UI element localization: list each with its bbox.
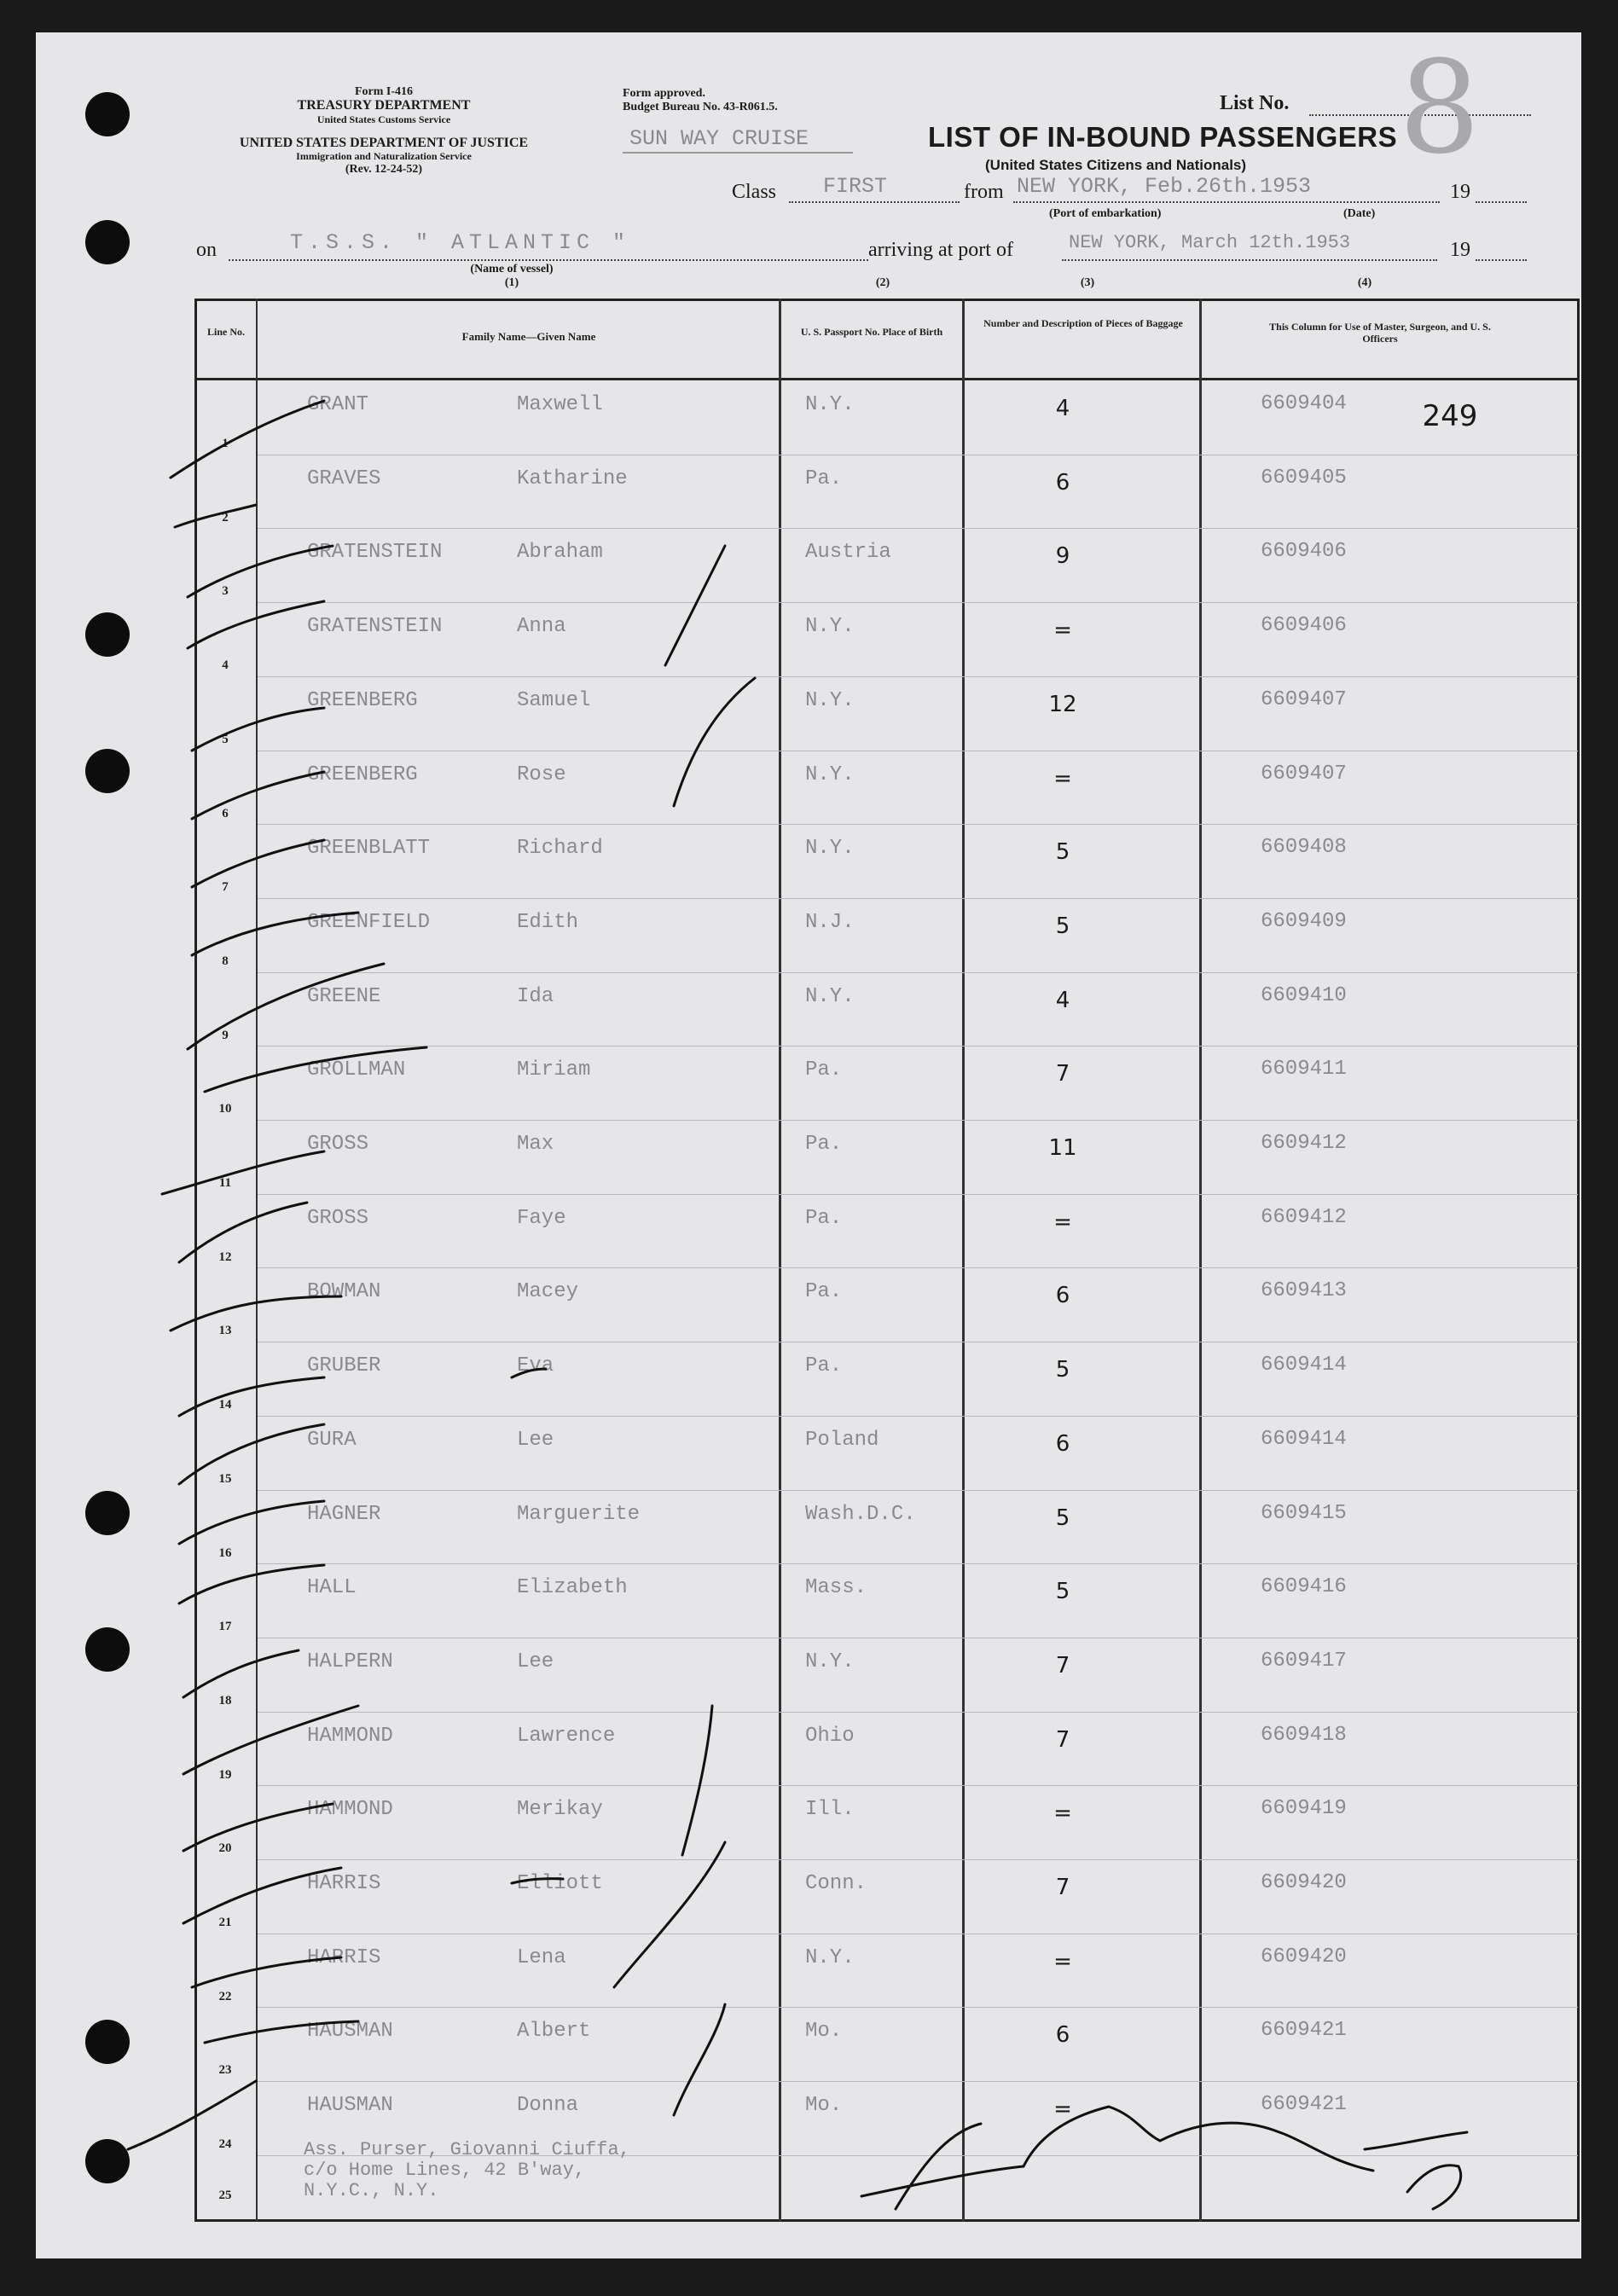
revision-date: (Rev. 12-24-52)	[345, 163, 423, 176]
check-mark	[171, 1296, 341, 1331]
check-mark	[179, 1565, 324, 1603]
year-label-2: 19	[1450, 239, 1470, 261]
signature-stroke	[1407, 2166, 1461, 2209]
baggage-count: 12	[1048, 692, 1077, 717]
baggage-count: 11	[1048, 1135, 1077, 1161]
given-name: Katharine	[517, 467, 628, 490]
baggage-count: 6	[1055, 1431, 1070, 1457]
ticket-number: 6609410	[1261, 984, 1347, 1007]
cruise-name: SUN WAY CRUISE	[629, 126, 809, 151]
baggage-count: 5	[1055, 1505, 1070, 1531]
col-num-1: (1)	[504, 276, 519, 289]
baggage-count: =	[1053, 617, 1072, 643]
from-label: from	[964, 181, 1004, 203]
baggage-count: 4	[1055, 988, 1070, 1013]
given-name: Macey	[517, 1280, 579, 1303]
budget-bureau: Budget Bureau No. 43-R061.5.	[623, 101, 778, 113]
class-label: Class	[732, 181, 777, 203]
baggage-count: 7	[1055, 1875, 1070, 1900]
ticket-number: 6609404	[1261, 392, 1347, 415]
place-of-birth: Pa.	[805, 467, 843, 490]
family-name: HAMMOND	[307, 1798, 393, 1821]
check-mark	[179, 1501, 324, 1544]
line-number: 1	[222, 437, 229, 450]
line-number: 2	[222, 511, 229, 525]
ticket-number: 6609421	[1261, 2019, 1347, 2042]
baggage-count: 7	[1055, 1061, 1070, 1087]
signature-stroke	[896, 2124, 981, 2209]
baggage-count: 4	[1055, 396, 1070, 421]
given-name: Lee	[517, 1650, 554, 1673]
given-name: Richard	[517, 837, 603, 860]
ticket-number: 6609421	[1261, 2093, 1347, 2116]
place-of-birth: Austria	[805, 541, 891, 564]
purser-line-1: Ass. Purser, Giovanni Ciuffa,	[304, 2139, 630, 2160]
check-mark	[162, 1151, 324, 1194]
line-number: 6	[222, 807, 229, 820]
baggage-count: =	[1053, 1800, 1072, 1826]
ticket-number: 6609420	[1261, 1871, 1347, 1894]
family-name: GREENE	[307, 985, 381, 1008]
place-of-birth: N.Y.	[805, 1946, 855, 1969]
line-number: 19	[218, 1768, 232, 1782]
col-num-3: (3)	[1080, 276, 1095, 289]
place-of-birth: Mo.	[805, 2020, 843, 2043]
baggage-count: =	[1053, 766, 1072, 791]
line-number: 4	[222, 658, 229, 672]
place-of-birth: Pa.	[805, 1133, 843, 1156]
check-mark	[179, 1203, 307, 1262]
place-of-birth: N.Y.	[805, 763, 855, 786]
ticket-number: 6609406	[1261, 614, 1347, 637]
place-of-birth: Pa.	[805, 1280, 843, 1303]
family-name: GROSS	[307, 1207, 369, 1230]
given-name: Lee	[517, 1429, 554, 1452]
purser-line-2: c/o Home Lines, 42 B'way,	[304, 2160, 586, 2181]
line-number: 14	[218, 1398, 232, 1412]
class-value: FIRST	[823, 174, 888, 199]
given-name: Lawrence	[517, 1725, 616, 1748]
place-of-birth: N.Y.	[805, 985, 855, 1008]
place-of-birth: N.Y.	[805, 689, 855, 712]
ticket-number: 6609415	[1261, 1502, 1347, 1525]
ticket-number: 6609414	[1261, 1428, 1347, 1451]
header-line-no: Line No.	[206, 326, 245, 338]
given-name: Lena	[517, 1946, 566, 1969]
check-mark	[183, 1804, 333, 1851]
ticket-number: 6609413	[1261, 1279, 1347, 1302]
place-of-birth: Pa.	[805, 1354, 843, 1377]
ins-service: Immigration and Naturalization Service	[296, 150, 472, 162]
given-name: Albert	[517, 2020, 591, 2043]
check-mark	[188, 964, 384, 1049]
ticket-number: 6609411	[1261, 1058, 1347, 1081]
check-mark	[192, 840, 324, 887]
line-number: 5	[222, 733, 229, 746]
ticket-number: 6609417	[1261, 1650, 1347, 1673]
ticket-number: 6609420	[1261, 1945, 1347, 1968]
col-num-4: (4)	[1357, 276, 1372, 289]
place-of-birth: Ill.	[805, 1798, 855, 1821]
list-title: LIST OF IN-BOUND PASSENGERS	[928, 121, 1398, 153]
check-mark	[171, 401, 324, 478]
baggage-count: 5	[1055, 1579, 1070, 1604]
check-mark	[192, 1957, 341, 1987]
family-name: HAMMOND	[307, 1725, 393, 1748]
line-number: 25	[218, 2189, 232, 2202]
list-number: 8	[1399, 34, 1481, 183]
family-name: GRANT	[307, 393, 369, 416]
check-mark	[682, 1706, 712, 1855]
family-name: GRAVES	[307, 467, 381, 490]
check-mark	[512, 1879, 563, 1883]
ticket-number: 6609418	[1261, 1724, 1347, 1747]
given-name: Elliott	[517, 1872, 603, 1895]
place-of-birth: N.J.	[805, 911, 855, 934]
purser-line-3: N.Y.C., N.Y.	[304, 2180, 439, 2201]
place-of-birth: N.Y.	[805, 1650, 855, 1673]
check-mark	[192, 913, 358, 955]
line-number: 10	[218, 1102, 232, 1116]
header-name: Family Name—Given Name	[461, 330, 596, 343]
place-of-birth: N.Y.	[805, 837, 855, 860]
check-mark	[512, 1369, 546, 1377]
col-num-2: (2)	[875, 276, 890, 289]
year-label-1: 19	[1450, 181, 1470, 203]
ticket-number: 6609416	[1261, 1575, 1347, 1598]
check-mark	[128, 2081, 256, 2149]
justice-department: UNITED STATES DEPARTMENT OF JUSTICE	[239, 136, 529, 150]
baggage-count: 6	[1055, 2022, 1070, 2048]
given-name: Rose	[517, 763, 566, 786]
place-of-birth: Wash.D.C.	[805, 1503, 916, 1526]
place-of-birth: Poland	[805, 1429, 879, 1452]
family-name: HARRIS	[307, 1946, 381, 1969]
line-number: 18	[218, 1694, 232, 1708]
line-number: 15	[218, 1472, 232, 1486]
check-mark	[192, 708, 324, 751]
ticket-number: 6609405	[1261, 467, 1347, 490]
vessel-caption: (Name of vessel)	[470, 263, 554, 275]
given-name: Edith	[517, 911, 579, 934]
check-mark	[205, 1047, 426, 1092]
family-name: GROSS	[307, 1133, 369, 1156]
place-of-birth: Ohio	[805, 1725, 855, 1748]
family-name: GRUBER	[307, 1354, 381, 1377]
place-of-birth: N.Y.	[805, 615, 855, 638]
family-name: HAUSMAN	[307, 2020, 393, 2043]
check-mark	[192, 772, 324, 819]
given-name: Marguerite	[517, 1503, 641, 1526]
given-name: Abraham	[517, 541, 603, 564]
signature-stroke	[1365, 2132, 1467, 2149]
check-mark	[179, 1377, 324, 1416]
line-number: 12	[218, 1250, 232, 1264]
given-name: Ida	[517, 985, 554, 1008]
list-subtitle: (United States Citizens and Nationals)	[985, 157, 1247, 173]
page-note: 249	[1422, 399, 1478, 433]
baggage-count: 9	[1055, 543, 1070, 569]
line-number: 7	[222, 880, 229, 894]
place-of-birth: Mo.	[805, 2094, 843, 2117]
embarkation-value: NEW YORK, Feb.26th.1953	[1017, 174, 1312, 199]
place-of-birth: N.Y.	[805, 393, 855, 416]
ticket-number: 6609412	[1261, 1132, 1347, 1155]
on-label: on	[196, 239, 217, 261]
line-number: 20	[218, 1841, 232, 1855]
ticket-number: 6609409	[1261, 910, 1347, 933]
form-number: Form I-416	[354, 85, 414, 98]
family-name: GRATENSTEIN	[307, 615, 443, 638]
line-number: 21	[218, 1916, 232, 1929]
ticket-number: 6609408	[1261, 836, 1347, 859]
family-name: HAUSMAN	[307, 2094, 393, 2117]
family-name: GREENFIELD	[307, 911, 431, 934]
check-mark	[205, 2021, 358, 2043]
check-mark	[188, 601, 324, 648]
baggage-count: 5	[1055, 913, 1070, 939]
family-name: HARRIS	[307, 1872, 381, 1895]
port-caption: (Port of embarkation)	[1049, 207, 1162, 220]
family-name: HAGNER	[307, 1503, 381, 1526]
given-name: Faye	[517, 1207, 566, 1230]
ticket-number: 6609407	[1261, 762, 1347, 786]
line-number: 22	[218, 1990, 232, 2003]
ticket-number: 6609407	[1261, 688, 1347, 711]
baggage-count: 7	[1055, 1653, 1070, 1679]
line-number: 17	[218, 1620, 232, 1633]
place-of-birth: Mass.	[805, 1576, 867, 1599]
ticket-number: 6609419	[1261, 1797, 1347, 1820]
check-mark	[674, 678, 755, 806]
check-mark	[188, 546, 333, 597]
ticket-number: 6609414	[1261, 1354, 1347, 1377]
family-name: GROLLMAN	[307, 1058, 406, 1081]
baggage-count: =	[1053, 2096, 1072, 2122]
place-of-birth: Conn.	[805, 1872, 867, 1895]
family-name: GREENBLATT	[307, 837, 431, 860]
header-officers: This Column for Use of Master, Surgeon, and U. S. Officers	[1269, 321, 1491, 345]
baggage-count: 6	[1055, 1283, 1070, 1308]
baggage-count: 7	[1055, 1727, 1070, 1753]
line-number: 23	[218, 2063, 232, 2077]
family-name: HALPERN	[307, 1650, 393, 1673]
given-name: Maxwell	[517, 393, 603, 416]
given-name: Eva	[517, 1354, 554, 1377]
family-name: GURA	[307, 1429, 357, 1452]
ticket-number: 6609406	[1261, 540, 1347, 563]
given-name: Donna	[517, 2094, 579, 2117]
customs-service: United States Customs Service	[316, 113, 451, 125]
header-passport: U. S. Passport No. Place of Birth	[800, 326, 943, 338]
check-mark	[175, 505, 256, 527]
treasury-department: TREASURY DEPARTMENT	[297, 98, 471, 113]
line-number: 3	[222, 584, 229, 598]
family-name: GRATENSTEIN	[307, 541, 443, 564]
given-name: Max	[517, 1133, 554, 1156]
baggage-count: =	[1053, 1949, 1072, 1974]
line-number: 11	[218, 1176, 232, 1190]
form-approved: Form approved.	[623, 87, 705, 100]
baggage-count: 5	[1055, 1357, 1070, 1383]
arriving-label: arriving at port of	[868, 239, 1013, 261]
family-name: GREENBERG	[307, 689, 418, 712]
given-name: Miriam	[517, 1058, 591, 1081]
baggage-count: =	[1053, 1209, 1072, 1235]
family-name: HALL	[307, 1576, 357, 1599]
header-baggage: Number and Description of Pieces of Baggage	[983, 317, 1183, 329]
family-name: GREENBERG	[307, 763, 418, 786]
arrival-value: NEW YORK, March 12th.1953	[1069, 232, 1351, 253]
check-mark	[183, 1650, 299, 1697]
baggage-count: 5	[1055, 839, 1070, 865]
line-number: 24	[218, 2137, 232, 2151]
place-of-birth: Pa.	[805, 1207, 843, 1230]
ticket-number: 6609412	[1261, 1206, 1347, 1229]
line-number: 9	[222, 1029, 229, 1042]
check-mark	[665, 546, 725, 665]
vessel-name: T.S.S. " ATLANTIC "	[290, 230, 631, 255]
line-number: 8	[222, 954, 229, 968]
family-name: BOWMAN	[307, 1280, 381, 1303]
place-of-birth: Pa.	[805, 1058, 843, 1081]
list-no-label: List No.	[1220, 92, 1290, 114]
check-mark	[183, 1706, 358, 1774]
given-name: Merikay	[517, 1798, 603, 1821]
date-caption: (Date)	[1343, 207, 1376, 220]
check-mark	[674, 2004, 725, 2115]
given-name: Anna	[517, 615, 566, 638]
baggage-count: 6	[1055, 470, 1070, 496]
check-mark	[183, 1868, 341, 1923]
line-number: 16	[218, 1546, 232, 1560]
check-mark	[179, 1424, 324, 1484]
given-name: Samuel	[517, 689, 591, 712]
check-mark	[614, 1842, 725, 1987]
line-number: 13	[218, 1324, 232, 1337]
given-name: Elizabeth	[517, 1576, 628, 1599]
